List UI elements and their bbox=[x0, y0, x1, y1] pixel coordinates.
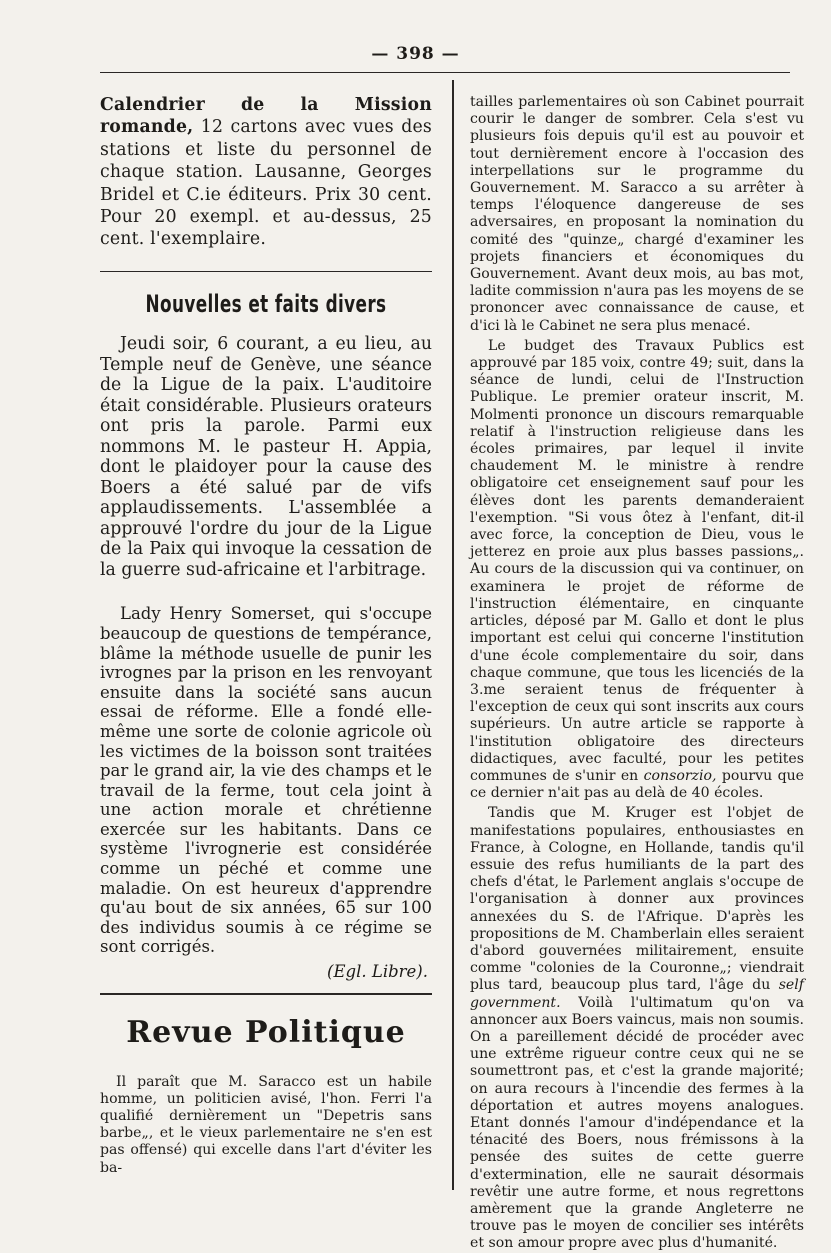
section-separator-2 bbox=[100, 993, 432, 995]
page-number: — 398 — bbox=[371, 44, 460, 64]
source-note: (Egl. Libre). bbox=[327, 962, 428, 982]
revue-paragraph-1: Il paraît que M. Saracco est un habile homme, un politicien avisé, l'hon. Ferri l'a qualifié dernièrement un "Depetris sans barbe„, et le vieux parlementaire ne s'en est pas offensé) qui excelle dans l'art d'éviter les ba- bbox=[100, 1073, 432, 1176]
nouvelles-paragraph-1: Jeudi soir, 6 courant, a eu lieu, au Temple neuf de Genève, une séance de la Ligue de la paix. L'auditoire était considérable. Plusieurs orateurs ont pris la parole. Parmi eux nommons M. le pasteur H. Appia, dont le plaidoyer pour la cause des Boers a été salué par de vifs applaudissements. L'assemblée a approuvé l'ordre du jour de la Ligue de la Paix qui invoque la cessation de la guerre sud-africaine et l'arbitrage. bbox=[100, 334, 432, 580]
self-government-term: self government. bbox=[470, 977, 804, 1011]
page-header bbox=[0, 44, 831, 64]
calendrier-title: Calendrier de la Mission romande, bbox=[100, 95, 432, 138]
heading-nouvelles: Nouvelles et faits divers bbox=[145, 290, 387, 319]
consorzio-term: consorzio, bbox=[643, 767, 717, 784]
left-column bbox=[100, 90, 432, 1177]
section-separator bbox=[100, 271, 432, 273]
nouvelles-paragraph-2: Lady Henry Somerset, qui s'occupe beaucoup de questions de tempérance, blâme la méthode usuelle de punir les ivrognes par la prison en les renvoyant ensuite dans la société sans aucun essai de réforme. Elle a fondé elle-même une sorte de colonie agricole où les victimes de la boisson sont traitées par le grand air, la vie des champs et le travail de la ferme, tout cela joint à une action morale et chrétienne exercée sur les habitants. Dans ce système l'ivrognerie est considérée comme un péché et comme une maladie. On est heureux d'apprendre qu'au bout de six années, 65 sur 100 des individus soumis à ce régime se sont corrigés. bbox=[100, 604, 432, 957]
right-paragraph-3-start: Tandis que M. Kruger est l'objet de manifestations populaires, enthousiastes en France, à Cologne, en Hollande, tandis qu'il essuie des refus humiliants de la part des chefs d'état, le Parlement anglais s'occupe de l'organisation à donner aux provinces annexées du S. de l'Afrique. D'après les propositions de M. Chamberlain elles seraient d'abord gouvernées militairement, ensuite comme "colonies de la Couronne„; viendrait plus tard, beaucoup plus tard, l'âge du bbox=[470, 805, 804, 994]
header-rule bbox=[100, 72, 790, 73]
right-paragraph-2-end: pourvu que ce dernier n'ait pas au delà de 40 écoles. bbox=[470, 767, 805, 802]
calendrier-body: 12 cartons avec vues des stations et liste du personnel de chaque station. Lausanne, Georges Bridel et C.ie éditeurs. Prix 30 cent. Pour 20 exempl. et au-dessus, 25 cent. l'exemplaire. bbox=[100, 117, 432, 250]
right-paragraph-3-end: Voilà l'ultimatum qu'on va annoncer aux Boers vaincus, mais non soumis. On a pareillement décidé de procéder avec une extrême rigueur contre ceux qui ne se soumettront pas, et c'est la grande majorité; on aura recours à l'incendie des fermes à la déportation et autres moyens analogues. Etant donnés l'amour d'indépendance et la ténacité des Boers, nous frémissons à la pensée des suites de cette guerre d'extermination, elle ne saurait désormais revêtir une autre forme, et nous regrettons amèrement que la grande Angleterre ne trouve pas le moyen de concilier ses intérêts et son amour propre avec plus d'humanité. bbox=[470, 994, 804, 1252]
right-column bbox=[470, 94, 804, 1253]
column-divider bbox=[452, 80, 454, 1190]
right-paragraph-2 bbox=[470, 338, 804, 802]
right-paragraph-3 bbox=[470, 805, 804, 1252]
right-paragraph-1: tailles parlementaires où son Cabinet pourrait courir le danger de sombrer. Cela s'est vu plusieurs fois depuis qu'il est au pouvoir et tout dernièrement encore à l'occasion des interpellations sur le programme du Gouvernement. M. Saracco a su arrêter à temps l'éloquence dangereuse de ses adversaires, en proposant la nomination du comité des "quinze„ chargé d'examiner les projets financiers et économiques du Gouvernement. Avant deux mois, au bas mot, ladite commission n'aura pas les moyens de se prononcer avec connaissance de cause, et d'ici là le Cabinet ne sera plus menacé. bbox=[470, 94, 804, 334]
calendrier-notice bbox=[100, 94, 432, 251]
heading-revue-politique: Revue Politique bbox=[126, 1014, 406, 1050]
right-paragraph-2-text: Le budget des Travaux Publics est approuvé par 185 voix, contre 49; suit, dans la séance de lundi, celui de l'Instruction Publique. Le premier orateur inscrit, M. Molmenti prononce un discours remarquable relatif à l'instruction religieuse dans les écoles primaires, par lequel il invite chaudement M. le ministre à rendre obligatoire cet enseignement sauf pour les élèves dont les parents demanderaient l'exemption. "Si vous ôtez à l'enfant, dit-il avec force, la conception de Dieu, vous le jetterez en proie aux plus basses passions„. Au cours de la discussion qui va continuer, on examinera le projet de réforme de l'instruction élémentaire, en cinquante articles, déposé par M. Gallo et dont le plus important est celui qui concerne l'institution d'une école complementaire du soir, dans chaque commune, que tous les licenciés de la 3.me seraient tenus de fréquenter à l'exception de ceux qui sont inscrits aux cours supérieurs. Un autre article se rapporte à l'institution obligatoire des directeurs didactiques, avec faculté, pour les petites communes de s'unir en bbox=[470, 337, 804, 784]
